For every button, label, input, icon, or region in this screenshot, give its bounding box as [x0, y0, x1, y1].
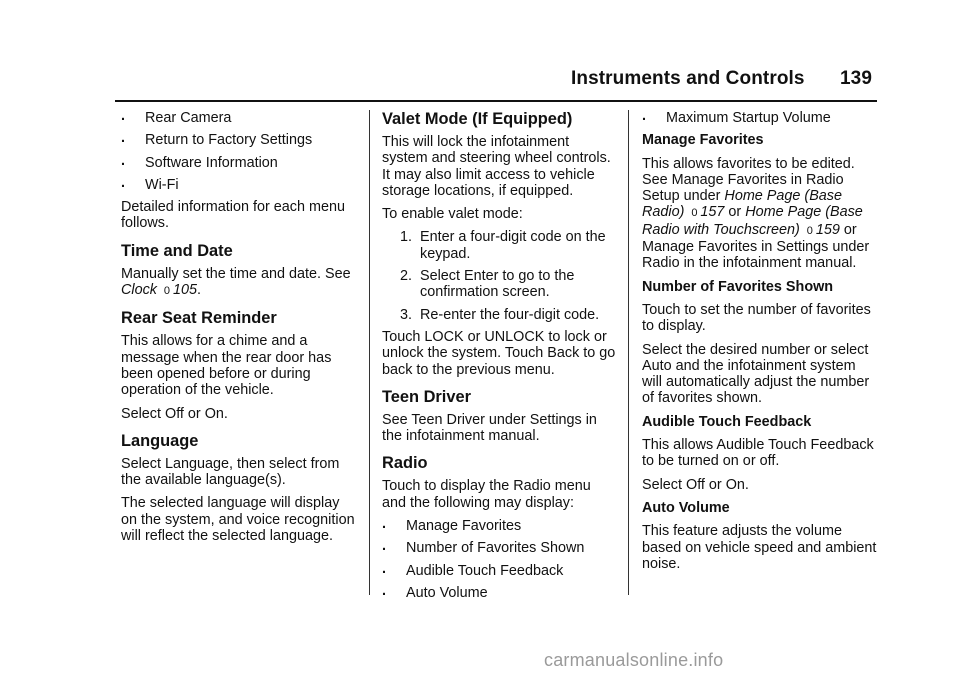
paragraph: Touch to display the Radio menu and the following may display:	[382, 478, 591, 511]
paragraph: To enable valet mode:	[382, 206, 523, 223]
list-item: . Manage Favorites	[382, 518, 618, 534]
ref-page[interactable]: 159	[815, 221, 840, 238]
page-ref-icon: 0	[163, 285, 171, 298]
step-text: Enter a four-digit code on the keypad.	[420, 229, 606, 262]
paragraph: This will lock the infotainment system and steering wheel controls. It may also limit access to vehicle storage locations, if equipped.	[382, 134, 611, 199]
column-2	[382, 110, 618, 607]
page-header	[571, 68, 872, 90]
heading-valet-mode: Valet Mode (If Equipped)	[382, 110, 573, 128]
ref-title[interactable]: Home Page (Base Radio)	[642, 188, 843, 221]
paragraph: Manually set the time and date. See Clock 0 105.	[121, 265, 351, 299]
text: This allows favorites to be edited. See Manage Favorites in Radio Setup under	[642, 155, 855, 205]
subheading-number-of-favorites: Number of Favorites Shown	[642, 278, 834, 295]
ref-page[interactable]: 105	[172, 282, 197, 299]
ref-title[interactable]: Home Page (Base Radio with Touchscreen)	[642, 204, 863, 238]
paragraph: See Teen Driver under Settings in the infotainment manual.	[382, 411, 597, 445]
step-number: 1.	[399, 229, 412, 246]
paragraph: Detailed information for each menu follows.	[121, 199, 345, 232]
column-3	[642, 110, 878, 579]
clock-ref-link[interactable]	[121, 282, 197, 298]
step-text: Re-enter the four-digit code.	[420, 306, 600, 323]
paragraph: Select Language, then select from the available language(s).	[121, 455, 340, 489]
ref-title[interactable]: Clock	[121, 282, 157, 299]
heading-language: Language	[121, 431, 199, 450]
list-item: . Return to Factory Settings	[121, 132, 357, 148]
text: or Manage Favorites in Settings under Radio in the infotainment manual.	[642, 221, 870, 272]
list-item: . Auto Volume	[382, 585, 618, 601]
paragraph: Touch LOCK or UNLOCK to lock or unlock the system. Touch Back to go back to the previous menu.	[382, 328, 616, 378]
heading-teen-driver: Teen Driver	[382, 387, 471, 406]
paragraph: This feature adjusts the volume based on vehicle speed and ambient noise.	[642, 523, 877, 572]
column-1	[121, 110, 357, 551]
paragraph: Select Off or On.	[642, 476, 749, 493]
watermark: carmanualsonline.info	[544, 650, 724, 670]
step-number: 2.	[399, 268, 412, 285]
text: Manually set the time and date. See	[121, 265, 351, 282]
section-title: Instruments and Controls	[571, 68, 805, 89]
column-divider	[628, 110, 629, 595]
page-ref-icon: 0	[691, 207, 698, 220]
heading-radio: Radio	[382, 454, 428, 473]
paragraph: This allows Audible Touch Feedback to be turned on or off.	[642, 437, 874, 470]
list-item: . Number of Favorites Shown	[382, 540, 618, 556]
paragraph	[642, 156, 878, 272]
header-rule	[115, 100, 877, 102]
list-item: . Audible Touch Feedback	[382, 563, 618, 579]
column-divider	[369, 110, 370, 595]
numbered-step	[382, 229, 618, 262]
heading-time-and-date: Time and Date	[121, 241, 233, 260]
list-item: . Wi-Fi	[121, 177, 357, 193]
subheading-auto-volume: Auto Volume	[642, 499, 730, 516]
paragraph: The selected language will display on the system, and voice recognition will reflect the selected language.	[121, 495, 355, 545]
subheading-manage-favorites: Manage Favorites	[642, 132, 764, 149]
paragraph: Touch to set the number of favorites to display.	[642, 301, 871, 335]
list-item: . Maximum Startup Volume	[642, 110, 878, 126]
ref-page[interactable]: 157	[700, 204, 725, 221]
page-number: 139	[839, 68, 872, 89]
paragraph: This allows for a chime and a message when the rear door has been opened before or during operation of the vehicle.	[121, 333, 332, 399]
list-item: . Software Information	[121, 155, 357, 171]
list-item: . Rear Camera	[121, 110, 357, 126]
step-number: 3.	[399, 306, 412, 323]
text: or	[728, 204, 742, 221]
step-text: Select Enter to go to the confirmation screen.	[420, 268, 575, 301]
heading-rear-seat-reminder: Rear Seat Reminder	[121, 309, 277, 328]
subheading-audible-touch-feedback: Audible Touch Feedback	[642, 413, 812, 430]
page-ref-icon: 0	[806, 224, 813, 237]
numbered-step	[382, 268, 618, 301]
paragraph: Select the desired number or select Auto and the infotainment system will automatically adjust the number of favorites shown.	[642, 341, 870, 407]
paragraph: Select Off or On.	[121, 405, 228, 422]
numbered-step	[382, 307, 618, 323]
